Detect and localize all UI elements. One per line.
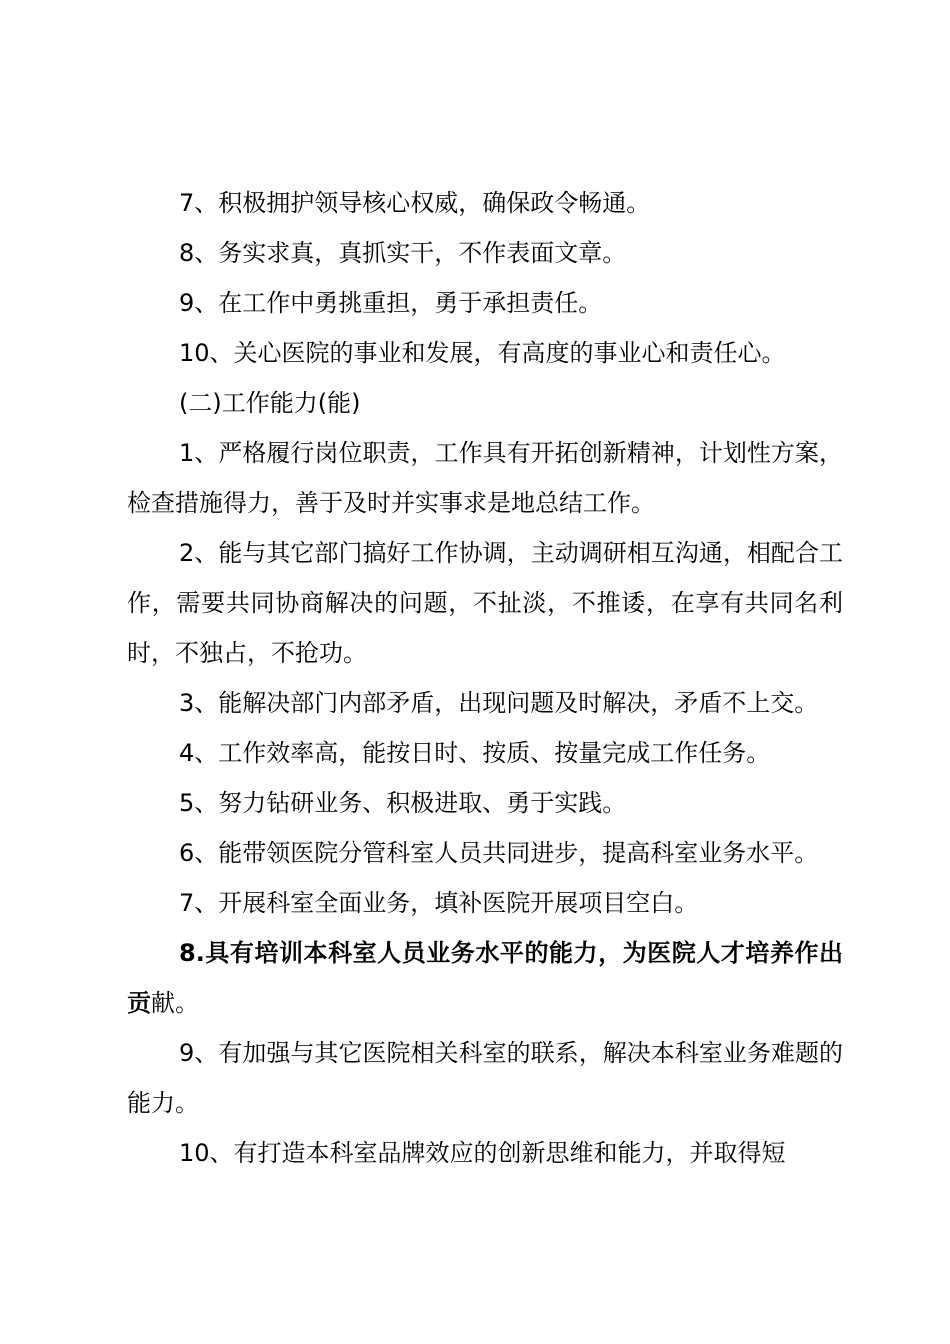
paragraph-item-10-b: 10、有打造本科室品牌效应的创新思维和能力，并取得短 bbox=[179, 1139, 786, 1167]
paragraph-item-1: 1、严格履行岗位职责，工作具有开拓创新精神，计划性方案，检查措施得力，善于及时并实事求是地总结工作。 bbox=[127, 439, 843, 517]
paragraph-item-7-b: 7、开展科室全面业务，填补医院开展项目空白。 bbox=[179, 889, 699, 917]
paragraph-item-8-b-tail: 献。 bbox=[151, 989, 199, 1017]
section-heading-work-ability: (二)工作能力(能) bbox=[179, 389, 361, 417]
document-body bbox=[127, 178, 843, 1178]
paragraph-item-7-a: 7、积极拥护领导核心权威，确保政令畅通。 bbox=[179, 189, 651, 217]
paragraph-item-8-a: 8、务实求真，真抓实干，不作表面文章。 bbox=[179, 239, 627, 267]
paragraph-item-10-a: 10、关心医院的事业和发展，有高度的事业心和责任心。 bbox=[179, 339, 786, 367]
paragraph-item-9-b: 9、有加强与其它医院相关科室的联系，解决本科室业务难题的能力。 bbox=[127, 1039, 843, 1117]
paragraph-item-8-b-bold: 8.具有培训本科室人员业务水平的能力，为医院人才培养作出贡 bbox=[127, 939, 843, 1017]
paragraph-item-2: 2、能与其它部门搞好工作协调，主动调研相互沟通，相配合工作，需要共同协商解决的问题，不扯淡，不推诿，在享有共同名利时，不独占，不抢功。 bbox=[127, 539, 843, 667]
paragraph-item-4: 4、工作效率高，能按日时、按质、按量完成工作任务。 bbox=[179, 739, 771, 767]
paragraph-item-3: 3、能解决部门内部矛盾，出现问题及时解决，矛盾不上交。 bbox=[179, 689, 819, 717]
paragraph-item-9-a: 9、在工作中勇挑重担，勇于承担责任。 bbox=[179, 289, 603, 317]
paragraph-item-8-b bbox=[127, 928, 843, 1028]
paragraph-item-6: 6、能带领医院分管科室人员共同进步，提高科室业务水平。 bbox=[179, 839, 819, 867]
paragraph-item-5: 5、努力钻研业务、积极进取、勇于实践。 bbox=[179, 789, 627, 817]
